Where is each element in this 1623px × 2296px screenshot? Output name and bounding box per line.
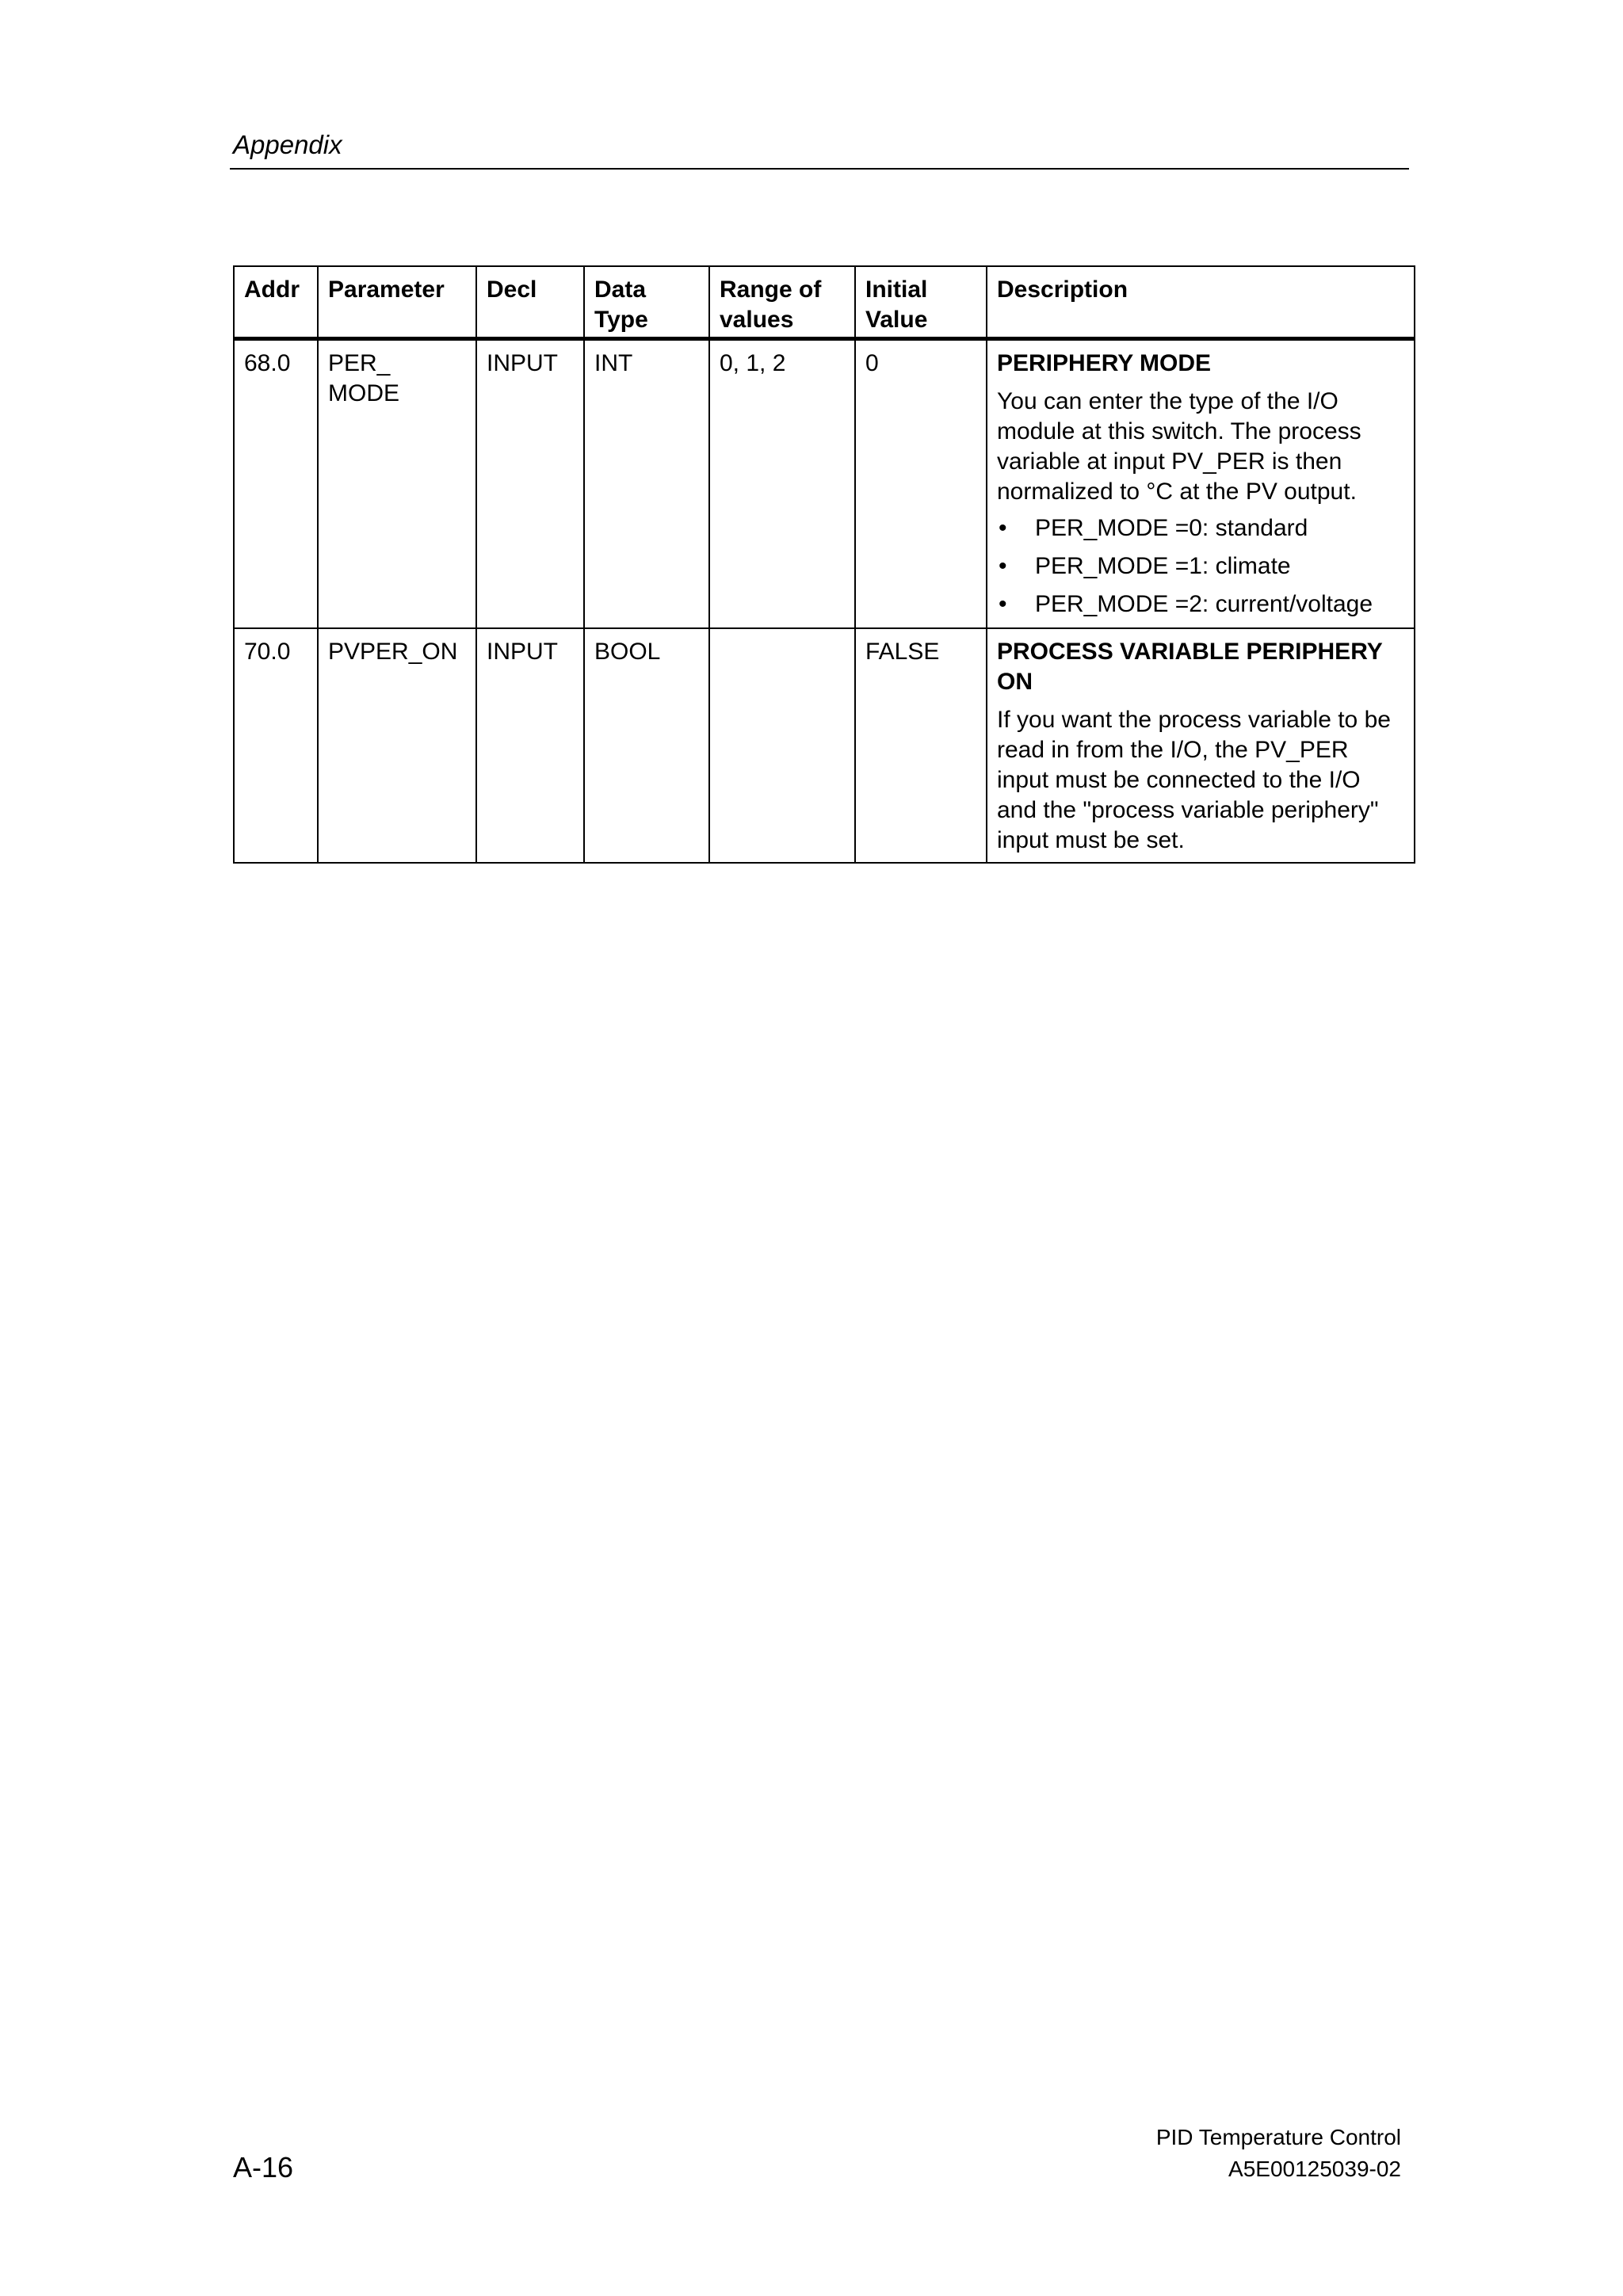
list-item <box>997 513 1406 543</box>
bullet-text: PER_MODE =0: standard <box>1035 515 1308 541</box>
description-text: If you want the process variable to be read in from the I/O, the PV_PER input must be connected to the I/O and the "process variable periphery" input must be set. <box>997 707 1391 853</box>
cell-initial-value: FALSE <box>855 628 987 863</box>
cell-data-type: BOOL <box>584 628 709 863</box>
column-header-parameter: Parameter <box>318 266 476 339</box>
column-header-range: Range of values <box>709 266 855 339</box>
cell-parameter: PVPER_ON <box>318 628 476 863</box>
cell-addr: 68.0 <box>234 339 318 629</box>
list-item <box>997 589 1406 620</box>
cell-addr: 70.0 <box>234 628 318 863</box>
bullet-icon: • <box>999 553 1007 579</box>
cell-initial-value: 0 <box>855 339 987 629</box>
footer-doc-title: PID Temperature Control <box>1155 2125 1401 2149</box>
cell-decl: INPUT <box>476 339 584 629</box>
cell-range <box>709 628 855 863</box>
list-item <box>997 551 1406 582</box>
cell-description <box>987 628 1415 863</box>
description-title: PERIPHERY MODE <box>997 350 1212 376</box>
column-header-addr: Addr <box>234 266 318 339</box>
header-title: Appendix <box>233 130 342 159</box>
footer-doc-id: A5E00125039-02 <box>1228 2157 1401 2181</box>
description-text: You can enter the type of the I/O module at this switch. The process variable at input PV_PER is then normalized to °C at the PV output. <box>997 388 1361 505</box>
cell-range: 0, 1, 2 <box>709 339 855 629</box>
column-header-data-type: Data Type <box>584 266 709 339</box>
page-number: A-16 <box>233 2151 294 2183</box>
description-title: PROCESS VARIABLE PERIPHERY ON <box>997 639 1383 695</box>
table-header-row <box>234 266 1415 339</box>
bullet-icon: • <box>999 591 1007 617</box>
cell-data-type: INT <box>584 339 709 629</box>
column-header-decl: Decl <box>476 266 584 339</box>
table-row <box>234 339 1415 629</box>
bullet-text: PER_MODE =2: current/voltage <box>1035 591 1373 617</box>
column-header-description: Description <box>987 266 1415 339</box>
cell-parameter: PER_ MODE <box>318 339 476 629</box>
cell-description <box>987 339 1415 629</box>
column-header-initial-value: Initial Value <box>855 266 987 339</box>
parameter-table <box>233 265 1415 864</box>
description-bullet-list <box>997 513 1406 620</box>
table-row <box>234 628 1415 863</box>
bullet-text: PER_MODE =1: climate <box>1035 553 1291 579</box>
bullet-icon: • <box>999 515 1007 541</box>
cell-decl: INPUT <box>476 628 584 863</box>
footer-doc-info <box>1156 2122 1401 2185</box>
header-rule <box>230 168 1409 170</box>
